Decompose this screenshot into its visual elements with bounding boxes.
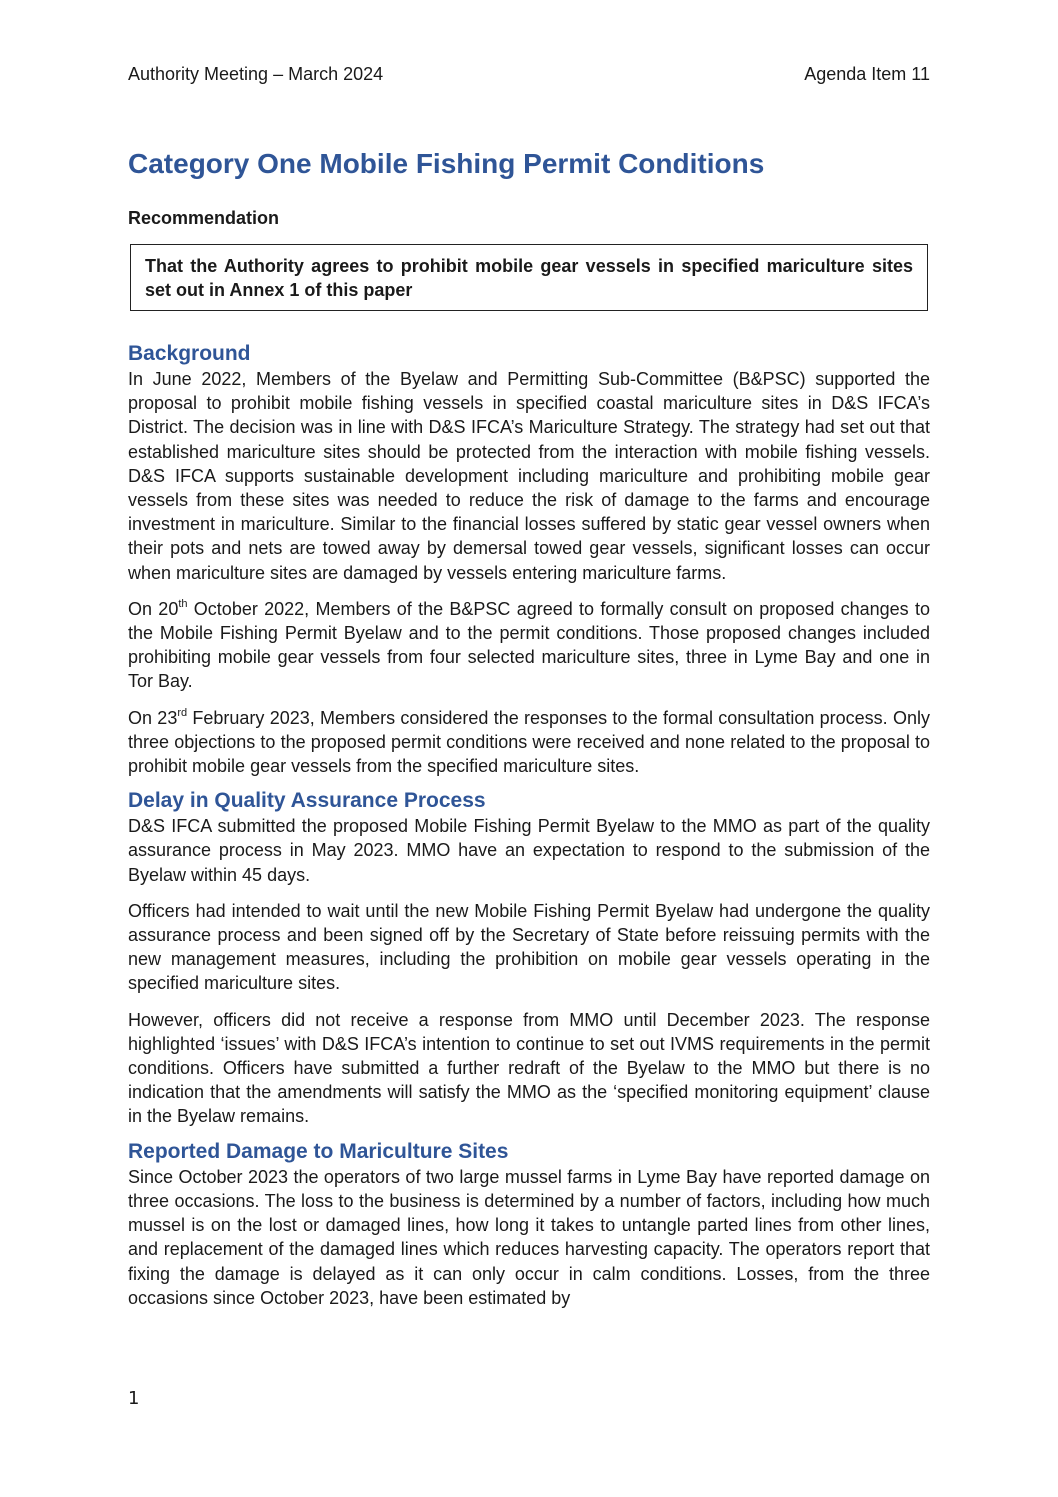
paragraph-damage-1: Since October 2023 the operators of two large mussel farms in Lyme Bay have reported damage on three occasions. The loss to the business is determined by a number of factors, including how much mussel is on the lost or damaged lines, how long it takes to untangle parted lines from other lines, and replacement of the damaged lines which reduces harvesting capacity. The operators report that fixing the damage is delayed as it can only occur in calm conditions. Losses, from the three occasions since October 2023, have been estimated by xyxy=(128,1166,930,1308)
heading-delay: Delay in Quality Assurance Process xyxy=(128,789,486,813)
paragraph-background-3: On 23rd February 2023, Members considered the responses to the formal consultation process. Only three objections to the proposed permit conditions were received and none related to the proposal to prohibit mobile gear vessels from the specified mariculture sites. xyxy=(128,706,930,777)
paragraph-background-1: In June 2022, Members of the Byelaw and Permitting Sub-Committee (B&PSC) supported the proposal to prohibit mobile fishing vessels in specified coastal mariculture sites in D&S IFCA’s District. The decision was in line with D&S IFCA’s Mariculture Strategy. The strategy had set out that established mariculture sites should be protected from the interaction with mobile fishing vessels. D&S IFCA supports sustainable development including mariculture and prohibiting mobile gear vessels from these sites was needed to reduce the risk of damage to the farms and encourage investment in mariculture. Similar to the financial losses suffered by static gear vessel owners when their pots and nets are towed away by demersal towed gear vessels, significant losses can occur when mariculture sites are damaged by vessels entering mariculture farms. xyxy=(128,369,930,583)
page-number: 1 xyxy=(128,1388,140,1409)
body-content xyxy=(128,341,930,1310)
recommendation-text: That the Authority agrees to prohibit mobile gear vessels in specified mariculture sites set out in Annex 1 of this paper xyxy=(145,256,913,300)
paragraph-delay-3: However, officers did not receive a response from MMO until December 2023. The response highlighted ‘issues’ with D&S IFCA’s intention to continue to set out IVMS requirements in the permit conditions. Officers have submitted a further redraft of the Byelaw to the MMO but there is no indication that the amendments will satisfy the MMO as the ‘specified monitoring equipment’ clause in the Byelaw remains. xyxy=(128,1009,930,1127)
heading-damage: Reported Damage to Mariculture Sites xyxy=(128,1139,509,1163)
header-meeting: Authority Meeting – March 2024 xyxy=(128,64,384,84)
recommendation-box xyxy=(130,244,928,311)
recommendation-label: Recommendation xyxy=(128,208,280,228)
paragraph-background-2: On 20th October 2022, Members of the B&PSC agreed to formally consult on proposed changes to the Mobile Fishing Permit Byelaw and to the permit conditions. Those proposed changes included prohibiting mobile gear vessels from four selected mariculture sites, three in Lyme Bay and one in Tor Bay. xyxy=(128,597,930,692)
header-agenda-item: Agenda Item 11 xyxy=(804,64,930,84)
page-title: Category One Mobile Fishing Permit Conditions xyxy=(128,148,765,179)
heading-background: Background xyxy=(128,342,251,365)
paragraph-delay-1: D&S IFCA submitted the proposed Mobile Fishing Permit Byelaw to the MMO as part of the quality assurance process in May 2023. MMO have an expectation to respond to the submission of the Byelaw within 45 days. xyxy=(128,816,930,885)
paragraph-delay-2: Officers had intended to wait until the new Mobile Fishing Permit Byelaw had undergone the quality assurance process and been signed off by the Secretary of State before reissuing permits with the new management measures, including the prohibition on mobile gear vessels operating in the specified mariculture sites. xyxy=(128,900,930,994)
